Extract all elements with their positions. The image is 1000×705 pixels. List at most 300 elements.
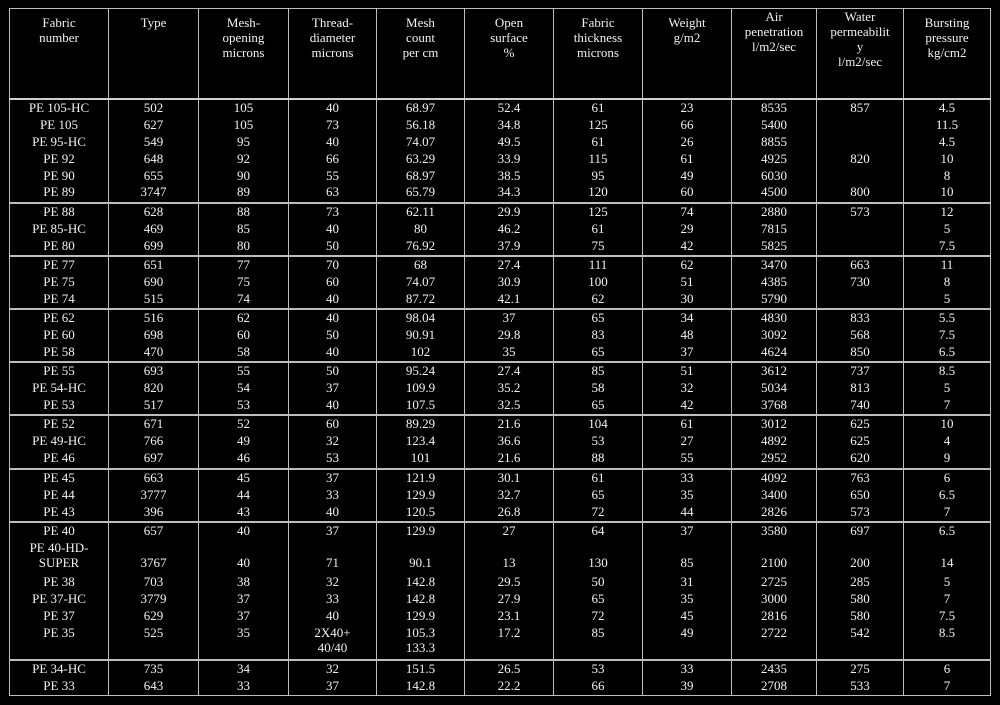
cell-weight [643,344,732,362]
cell-mesh-count [377,291,465,309]
cell-mesh-opening [199,256,289,274]
cell-value: 90 [237,167,250,183]
cell-mesh-opening [199,291,289,309]
cell-value: 61 [680,416,694,432]
cell-type [109,574,199,591]
cell-fabric-thickness [554,660,643,678]
cell-value: 88 [237,203,250,219]
cell-weight [643,168,732,185]
cell-value: 35 [680,486,694,502]
cell-water-permeability [817,184,904,202]
header-line: thickness [573,30,623,45]
cell-value: 5 [943,290,951,306]
cell-value: 85 [680,554,694,570]
cell-value: 657 [143,522,164,538]
cell-open-surface [465,256,554,274]
cell-value: PE 95-HC [32,133,86,149]
cell-value: 55 [237,363,250,379]
header-line: Air [765,9,783,24]
cell-value: 33 [326,590,339,606]
cell-bursting-pressure [904,238,991,256]
cell-value: 7 [943,677,951,693]
cell-water-permeability [817,221,904,238]
cell-fabric-thickness [554,433,643,450]
cell-open-surface [465,433,554,450]
cell-value: 5 [943,380,951,396]
cell-mesh-opening [199,433,289,450]
table-row [10,487,991,504]
cell-air-penetration [732,608,817,625]
cell-water-permeability [817,608,904,625]
cell-mesh-count [377,540,465,574]
cell-thread-diameter [289,168,377,185]
cell-mesh-opening [199,625,289,660]
cell-value: 3767 [140,554,167,570]
cell-value: 4830 [761,309,787,325]
cell-value: 53 [591,660,605,676]
cell-value: 32.5 [497,397,521,413]
cell-value: PE 55 [43,363,75,379]
cell-bursting-pressure [904,380,991,397]
cell-fabric-thickness [554,362,643,380]
cell-type [109,99,199,117]
cell-value: PE 92 [43,150,75,166]
cell-value: 70 [326,256,339,272]
cell-value: 77 [237,256,250,272]
cell-open-surface [465,203,554,221]
cell-value: 40 [326,99,339,115]
cell-water-permeability [817,522,904,540]
cell-water-permeability [817,327,904,344]
cell-value: 62 [237,309,250,325]
cell-mesh-opening [199,678,289,696]
cell-mesh-opening [199,362,289,380]
cell-value: 71 [326,554,339,570]
cell-air-penetration [732,151,817,168]
cell-value: 3470 [761,256,787,272]
cell-mesh-count [377,151,465,168]
cell-bursting-pressure [904,168,991,185]
table-row [10,433,991,450]
cell-mesh-opening [199,117,289,134]
cell-value: 95.24 [405,363,436,379]
cell-air-penetration [732,415,817,433]
cell-value: 120 [588,184,608,200]
cell-value: 22.2 [497,677,521,693]
cell-value: 66 [326,150,339,166]
cell-value: 8855 [761,133,787,149]
cell-value: 800 [850,184,870,200]
cell-value: 21.6 [497,416,521,432]
cell-value: 60 [326,273,339,289]
cell-fabric-number [10,504,109,522]
cell-fabric-thickness [554,380,643,397]
cell-fabric-thickness [554,504,643,522]
cell-value: PE 37-HC [32,590,86,606]
cell-value: 628 [143,203,164,219]
header-line: % [503,45,515,60]
cell-type [109,184,199,202]
cell-value: 7 [943,397,951,413]
cell-value: 3012 [761,416,787,432]
cell-water-permeability [817,362,904,380]
cell-air-penetration [732,221,817,238]
cell-value: 61 [591,220,605,236]
cell-value: 697 [143,450,164,466]
cell-value: 107.5 [405,397,436,413]
cell-value: 17.2 [497,624,521,640]
cell-value: 83 [591,327,605,343]
cell-value: 87.72 [405,290,436,306]
cell-value: 850 [850,344,870,360]
cell-value: 35 [680,590,694,606]
cell-value: 23 [680,99,694,115]
cell-value: 820 [850,150,870,166]
cell-value: 142.8 [405,677,436,693]
cell-bursting-pressure [904,608,991,625]
cell-value: PE 53 [43,397,75,413]
cell-weight [643,274,732,291]
cell-mesh-opening [199,397,289,415]
cell-thread-diameter [289,221,377,238]
cell-value: 49 [680,167,694,183]
header-line: Open [494,15,524,30]
cell-fabric-number [10,256,109,274]
cell-value: 7.5 [938,327,956,343]
cell-mesh-count [377,660,465,678]
cell-value: 4925 [761,150,787,166]
cell-value: 7 [943,503,951,519]
cell-open-surface [465,221,554,238]
cell-value: 34 [237,660,250,676]
header-thread-diameter [289,9,377,99]
header-mesh-opening [199,9,289,99]
cell-value: 6030 [761,167,787,183]
cell-value: 72 [591,607,605,623]
header-line: permeabilit [830,24,890,39]
cell-type [109,221,199,238]
cell-bursting-pressure [904,469,991,487]
cell-weight [643,99,732,117]
cell-weight [643,184,732,202]
cell-value: 88 [591,450,605,466]
cell-air-penetration [732,540,817,574]
cell-value: 33 [680,469,694,485]
cell-value: 98.04 [405,309,436,325]
cell-type [109,591,199,608]
cell-value: 29.5 [497,573,521,589]
cell-thread-diameter [289,574,377,591]
cell-value: PE 44 [43,486,75,502]
cell-value: 4500 [761,184,787,200]
cell-thread-diameter [289,117,377,134]
cell-value: SUPER [38,554,80,570]
cell-value: 95 [591,167,605,183]
cell-value: 5.5 [938,309,956,325]
cell-value: 50 [326,327,339,343]
cell-air-penetration [732,134,817,151]
cell-type [109,487,199,504]
cell-mesh-count [377,450,465,468]
table-row [10,362,991,380]
cell-value: 51 [680,273,694,289]
cell-fabric-thickness [554,415,643,433]
cell-value: 5034 [761,380,787,396]
cell-value: 60 [326,416,339,432]
cell-value: 40 [326,344,339,360]
cell-bursting-pressure [904,184,991,202]
cell-value: 40 [237,554,250,570]
cell-weight [643,134,732,151]
cell-value: 65.79 [405,184,436,200]
cell-value: 648 [143,150,164,166]
table-row [10,327,991,344]
cell-fabric-thickness [554,678,643,696]
cell-bursting-pressure [904,134,991,151]
cell-thread-diameter [289,380,377,397]
cell-bursting-pressure [904,362,991,380]
cell-water-permeability [817,99,904,117]
header-line: Weight [668,15,706,30]
cell-value: 40 [326,133,339,149]
cell-value: 50 [326,237,339,253]
row-group [10,469,991,522]
cell-value: 23.1 [497,607,521,623]
cell-fabric-number [10,380,109,397]
cell-value: 735 [143,660,164,676]
cell-value: 89.29 [405,416,436,432]
cell-air-penetration [732,184,817,202]
cell-open-surface [465,309,554,327]
cell-fabric-thickness [554,151,643,168]
cell-value: 7.5 [938,607,956,623]
cell-value: 129.9 [405,607,436,623]
cell-open-surface [465,151,554,168]
cell-value: PE 74 [43,290,75,306]
cell-value: 60 [680,184,694,200]
cell-type [109,504,199,522]
cell-open-surface [465,608,554,625]
cell-value: 40 [326,397,339,413]
cell-weight [643,415,732,433]
cell-value: 37 [326,522,339,538]
row-group [10,203,991,256]
cell-value: 697 [850,522,870,538]
cell-water-permeability [817,397,904,415]
cell-value: 11.5 [935,116,959,132]
cell-air-penetration [732,99,817,117]
cell-type [109,291,199,309]
cell-water-permeability [817,540,904,574]
cell-value: 151.5 [405,660,436,676]
cell-value: 14 [940,554,954,570]
cell-air-penetration [732,660,817,678]
cell-mesh-count [377,397,465,415]
cell-bursting-pressure [904,433,991,450]
cell-thread-diameter [289,678,377,696]
cell-mesh-count [377,344,465,362]
cell-value: 53 [591,433,605,449]
cell-fabric-number [10,184,109,202]
cell-mesh-opening [199,574,289,591]
cell-mesh-count [377,134,465,151]
cell-mesh-count [377,117,465,134]
cell-water-permeability [817,380,904,397]
cell-value: 12 [940,203,954,219]
cell-air-penetration [732,309,817,327]
cell-mesh-opening [199,450,289,468]
cell-value: 37 [326,677,339,693]
cell-air-penetration [732,591,817,608]
cell-value: 32.7 [497,486,521,502]
cell-water-permeability [817,591,904,608]
cell-value: 655 [143,167,164,183]
cell-value: 580 [850,607,870,623]
table-row [10,184,991,202]
cell-value: 142.8 [405,590,436,606]
cell-fabric-thickness [554,168,643,185]
cell-mesh-opening [199,221,289,238]
cell-thread-diameter [289,469,377,487]
cell-type [109,151,199,168]
cell-air-penetration [732,291,817,309]
cell-bursting-pressure [904,450,991,468]
cell-value: 65 [591,397,605,413]
cell-mesh-count [377,362,465,380]
cell-value: 568 [850,327,870,343]
cell-open-surface [465,117,554,134]
cell-bursting-pressure [904,291,991,309]
row-group [10,415,991,468]
cell-value: 90.91 [405,327,436,343]
cell-value: 32 [326,433,339,449]
cell-weight [643,380,732,397]
table-row [10,238,991,256]
cell-fabric-number [10,487,109,504]
cell-value: 61 [591,133,605,149]
cell-open-surface [465,469,554,487]
cell-water-permeability [817,238,904,256]
cell-value: 40 [237,522,250,538]
cell-value: 37 [237,607,250,623]
cell-value: 62.11 [406,203,435,219]
cell-bursting-pressure [904,591,991,608]
cell-value: 740 [850,397,870,413]
cell-fabric-thickness [554,625,643,660]
cell-value: 4624 [761,344,787,360]
cell-bursting-pressure [904,415,991,433]
cell-value: 30.1 [497,469,521,485]
cell-value: 820 [143,380,164,396]
cell-thread-diameter [289,256,377,274]
cell-value: 61 [591,99,605,115]
table-row [10,380,991,397]
cell-value: 75 [591,237,605,253]
cell-value: 66 [591,677,605,693]
cell-thread-diameter [289,397,377,415]
cell-value: 26.5 [497,660,521,676]
cell-value: 573 [850,503,870,519]
cell-mesh-opening [199,660,289,678]
cell-value: 27 [502,522,516,538]
table-row [10,574,991,591]
cell-bursting-pressure [904,487,991,504]
cell-value: 3612 [761,363,787,379]
header-line: Type [140,15,167,30]
cell-weight [643,608,732,625]
cell-bursting-pressure [904,540,991,574]
cell-open-surface [465,450,554,468]
header-line: Fabric [42,15,76,30]
table-row [10,397,991,415]
cell-value: 542 [850,624,870,640]
cell-open-surface [465,168,554,185]
cell-water-permeability [817,203,904,221]
cell-fabric-number [10,678,109,696]
cell-weight [643,469,732,487]
cell-fabric-thickness [554,608,643,625]
cell-value: 620 [850,450,870,466]
cell-value: 73 [326,116,339,132]
cell-value: PE 77 [43,256,75,272]
cell-bursting-pressure [904,574,991,591]
cell-value: 629 [143,607,164,623]
cell-type [109,203,199,221]
cell-weight [643,151,732,168]
cell-value: 37 [680,522,694,538]
cell-open-surface [465,397,554,415]
header-line: surface [490,30,528,45]
cell-value: 525 [143,624,164,640]
cell-thread-diameter [289,450,377,468]
cell-value: 44 [680,503,694,519]
cell-thread-diameter [289,184,377,202]
cell-value: 129.9 [405,486,436,502]
cell-weight [643,450,732,468]
cell-value: 37 [237,590,250,606]
cell-type [109,117,199,134]
cell-value: 105 [233,116,254,132]
cell-water-permeability [817,344,904,362]
cell-value: 109.9 [405,380,436,396]
cell-value: 766 [143,433,164,449]
cell-fabric-thickness [554,203,643,221]
cell-air-penetration [732,274,817,291]
header-type [109,9,199,99]
cell-value: 33 [680,660,694,676]
cell-type [109,168,199,185]
cell-value: 37 [326,469,339,485]
cell-value: 37 [680,344,694,360]
cell-mesh-count [377,487,465,504]
cell-value: 2722 [761,624,787,640]
cell-mesh-count [377,522,465,540]
cell-value: PE 60 [43,327,75,343]
cell-value: 2880 [761,203,787,219]
cell-mesh-count [377,380,465,397]
cell-value: 37 [326,380,339,396]
cell-fabric-number [10,168,109,185]
table-row [10,256,991,274]
row-group [10,522,991,660]
cell-fabric-number [10,274,109,291]
cell-value: 65 [591,590,605,606]
cell-value: 671 [143,416,164,432]
cell-type [109,433,199,450]
cell-value: 5 [943,573,951,589]
cell-mesh-opening [199,309,289,327]
cell-mesh-count [377,608,465,625]
